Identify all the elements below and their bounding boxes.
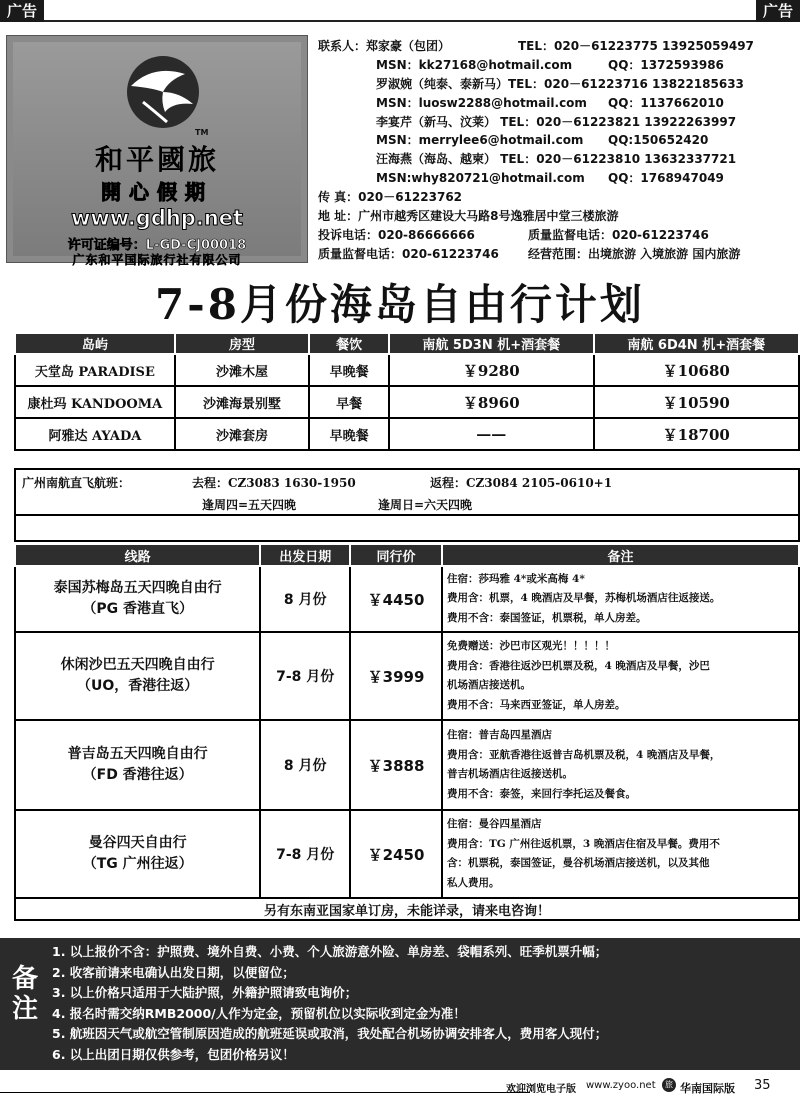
contact-row bbox=[318, 37, 796, 56]
meals: 早餐 bbox=[309, 386, 389, 418]
room-type: 沙滩套房 bbox=[175, 418, 310, 450]
contact-row bbox=[318, 75, 796, 94]
contact-row bbox=[318, 94, 796, 113]
contact-row bbox=[318, 56, 796, 75]
list-item: 1. 以上报价不含：护照费、境外自费、小费、个人旅游意外险、单房差、袋帽系列、旺季机票升幅； bbox=[52, 944, 608, 959]
departure-date: 8 月份 bbox=[260, 566, 350, 632]
island-name: 阿雅达 AYADA bbox=[15, 418, 175, 450]
logo-slogan: 開心假期 bbox=[101, 180, 213, 204]
fax-row bbox=[318, 188, 796, 207]
publication-name: 华南国际版 bbox=[680, 1082, 735, 1095]
quality-phone: 质量监督电话：020-61223746 bbox=[318, 246, 499, 261]
ad-label-left: 广告 bbox=[0, 0, 44, 22]
table-header-row bbox=[15, 544, 799, 566]
island-name: 天堂岛 PARADISE bbox=[15, 354, 175, 386]
island-table bbox=[14, 332, 800, 451]
list-item: 2. 收客前请来电确认出发日期，以便留位； bbox=[52, 964, 295, 980]
room-type: 沙滩木屋 bbox=[175, 354, 310, 386]
contact-name: 李宴芹（新马、汶莱） TEL：020－61223821 13922263997 bbox=[376, 114, 737, 129]
notes-cell bbox=[442, 810, 799, 898]
price-5d3n: ￥8960 bbox=[389, 386, 593, 418]
col-header: 线路 bbox=[15, 544, 260, 566]
contact-block bbox=[318, 37, 796, 264]
trademark-mark: TM bbox=[195, 128, 209, 137]
address: 地 址：广州市越秀区建设大马路8号逸雅居中堂三楼旅游 bbox=[318, 209, 619, 224]
tour-table bbox=[14, 543, 800, 921]
contact-row bbox=[318, 131, 796, 150]
trade-price: ￥3888 bbox=[350, 720, 442, 810]
price-5d3n: ￥9280 bbox=[389, 354, 593, 386]
price-6d4n: ￥10680 bbox=[594, 354, 800, 386]
spacer-row bbox=[14, 516, 800, 542]
route-cell bbox=[15, 566, 260, 632]
complaint-phone: 投诉电话：020-86666666 bbox=[318, 227, 475, 242]
price-6d4n: ￥10590 bbox=[594, 386, 800, 418]
outbound-days: 逢周四=五天四晚 bbox=[202, 498, 297, 512]
island-name: 康杜玛 KANDOOMA bbox=[15, 386, 175, 418]
note-line: 费用含：香港往返沙巴机票及税，4 晚酒店及早餐，沙巴 bbox=[446, 659, 710, 672]
contact-name: 郑家豪（包团） bbox=[366, 39, 451, 53]
contact-msn: MSN：kk27168@hotmail.com bbox=[376, 57, 573, 72]
footer-rule bbox=[0, 1092, 530, 1093]
trade-price: ￥4450 bbox=[350, 566, 442, 632]
note-line: 费用含：TG 广州往返机票，3 晚酒店住宿及早餐。费用不 bbox=[446, 837, 720, 850]
list-item: 6. 以上出团日期仅供参考，包团价格另议！ bbox=[52, 1046, 295, 1062]
notes-cell bbox=[442, 566, 799, 632]
departure-date: 7-8 月份 bbox=[260, 810, 350, 898]
route-cell bbox=[15, 720, 260, 810]
contact-phone: TEL：020－61223775 13925059497 bbox=[518, 39, 754, 53]
note-line: 住宿：莎玛雅 4*或米高梅 4* bbox=[446, 572, 585, 585]
note-line: 含：机票税，泰国签证，曼谷机场酒店接送机，以及其他 bbox=[446, 857, 710, 869]
table-row bbox=[15, 632, 799, 720]
table-row bbox=[15, 354, 799, 386]
outbound-flight: 去程：CZ3083 1630-1950 bbox=[192, 476, 356, 490]
notes-cell bbox=[442, 720, 799, 810]
quality-phone: 质量监督电话：020-61223746 bbox=[528, 227, 709, 242]
business-scope: 经营范围：出境旅游 入境旅游 国内旅游 bbox=[528, 246, 741, 261]
meals: 早晚餐 bbox=[309, 418, 389, 450]
logo-panel bbox=[6, 35, 308, 276]
logo-website[interactable]: www.gdhp.net bbox=[70, 206, 244, 230]
note-line: 住宿：普吉岛四星酒店 bbox=[446, 729, 552, 741]
logo-brand-name: 和平國旅 bbox=[94, 143, 219, 176]
contact-msn: MSN：merrylee6@hotmail.com bbox=[376, 133, 584, 148]
route-name: 泰国苏梅岛五天四晚自由行 bbox=[53, 580, 222, 596]
company-name-en: GUANGDONG PEACE INTERNATIONAL TOURISM CO.,LTD bbox=[52, 267, 262, 276]
table-header-row bbox=[15, 333, 799, 354]
trade-price: ￥3999 bbox=[350, 632, 442, 720]
route-cell bbox=[15, 810, 260, 898]
page-footer bbox=[0, 1074, 800, 1100]
note-line: 费用不含：泰国签证，机票税，单人房差。 bbox=[446, 611, 647, 624]
return-flight: 返程：CZ3084 2105-0610+1 bbox=[430, 476, 613, 490]
col-header: 餐饮 bbox=[309, 333, 389, 354]
address-row bbox=[318, 207, 796, 226]
contact-qq: QQ：1768947049 bbox=[608, 171, 724, 186]
table-row bbox=[15, 418, 799, 450]
table-row bbox=[15, 720, 799, 810]
contact-row bbox=[318, 150, 796, 169]
footer-text: 欢迎浏览电子版 bbox=[506, 1084, 576, 1095]
note-line: 费用含：机票，4 晚酒店及早餐，苏梅机场酒店往返接送。 bbox=[446, 592, 721, 605]
col-header: 同行价 bbox=[350, 544, 442, 566]
note-line: 费用含：亚航香港往返普吉岛机票及税，4 晚酒店及早餐， bbox=[446, 748, 721, 761]
list-item: 4. 报名时需交纳RMB2000/人作为定金，预留机位以实际收到定金为准！ bbox=[52, 1005, 466, 1021]
footer-url[interactable]: www.zyoo.net bbox=[586, 1080, 656, 1091]
flight-info bbox=[14, 468, 800, 516]
notes-cell bbox=[442, 632, 799, 720]
table-row bbox=[15, 566, 799, 632]
table-row bbox=[15, 810, 799, 898]
contact-qq: QQ：1137662010 bbox=[608, 95, 724, 110]
col-header: 备注 bbox=[442, 544, 799, 566]
route-name: 休闲沙巴五天四晚自由行 bbox=[60, 657, 215, 673]
note-line: 费用不含：马来西亚签证，单人房差。 bbox=[446, 698, 626, 711]
contact-row bbox=[318, 169, 796, 188]
notes-list bbox=[52, 942, 607, 1065]
note-line: 费用不含：泰签，来回行李托运及餐食。 bbox=[446, 787, 636, 800]
col-header: 南航 5D3N 机+酒套餐 bbox=[389, 333, 593, 354]
ad-label-right: 广告 bbox=[756, 0, 800, 22]
route-airline: （UO，香港往返） bbox=[77, 678, 199, 694]
notes-title: 备注 bbox=[12, 964, 39, 1024]
route-airline: （FD 香港往返） bbox=[82, 767, 193, 783]
departure-date: 8 月份 bbox=[260, 720, 350, 810]
col-header: 出发日期 bbox=[260, 544, 350, 566]
note-line: 私人费用。 bbox=[446, 876, 500, 889]
room-type: 沙滩海景别墅 bbox=[175, 386, 310, 418]
note-line: 机场酒店接送机。 bbox=[446, 679, 531, 691]
contact-name: 罗淑婉（纯泰、泰新马）TEL：020－61223716 13822185633 bbox=[376, 76, 744, 91]
col-header: 南航 6D4N 机+酒套餐 bbox=[594, 333, 800, 354]
route-airline: （TG 广州往返） bbox=[82, 856, 193, 872]
table-row bbox=[15, 386, 799, 418]
list-item: 3. 以上价格只适用于大陆护照，外籍护照请致电询价； bbox=[52, 985, 358, 1000]
page-number: 35 bbox=[754, 1078, 771, 1093]
route-name: 普吉岛五天四晚自由行 bbox=[67, 746, 208, 762]
contact-qq: QQ:150652420 bbox=[608, 133, 709, 148]
inquiry-note: 另有东南亚国家单订房，未能详录，请来电咨询！ bbox=[15, 898, 799, 920]
emblem-icon: 旅 bbox=[662, 1078, 676, 1092]
contact-qq: QQ：1372593986 bbox=[608, 57, 724, 72]
note-line: 免费赠送：沙巴市区观光！！！！！ bbox=[446, 640, 615, 652]
company-name-cn: 广东和平国际旅行社有限公司 bbox=[72, 253, 242, 267]
list-item: 5. 航班因天气或航空管制原因造成的航班延误或取消，我处配合机场协调安排客人，费用客人现付； bbox=[52, 1026, 608, 1041]
contact-name: 汪海燕（海岛、越柬） TEL：020－61223810 13632337721 bbox=[376, 152, 737, 167]
contact-row bbox=[318, 113, 796, 132]
route-name: 曼谷四天自由行 bbox=[88, 835, 187, 851]
return-days: 逢周日=六天四晚 bbox=[378, 498, 473, 512]
complaint-row bbox=[318, 226, 796, 245]
price-6d4n: ￥18700 bbox=[594, 418, 800, 450]
quality-row bbox=[318, 245, 796, 264]
contact-msn: MSN：luosw2288@hotmail.com bbox=[376, 95, 587, 110]
route-airline: （PG 香港直飞） bbox=[82, 601, 193, 617]
page-title: 7-8月份海岛自由行计划 bbox=[155, 280, 645, 329]
top-rule bbox=[44, 20, 756, 22]
contact-msn: MSN:why820721@hotmail.com bbox=[376, 171, 585, 186]
note-line: 住宿：曼谷四星酒店 bbox=[446, 818, 542, 830]
fax: 传 真：020－61223762 bbox=[318, 190, 463, 205]
trade-price: ￥2450 bbox=[350, 810, 442, 898]
note-line: 普吉机场酒店往返接送机。 bbox=[446, 768, 573, 780]
route-cell bbox=[15, 632, 260, 720]
departure-date: 7-8 月份 bbox=[260, 632, 350, 720]
logo-background bbox=[13, 42, 301, 276]
globe-dove-icon bbox=[123, 52, 203, 132]
notes-box bbox=[0, 938, 800, 1070]
col-header: 房型 bbox=[175, 333, 310, 354]
flight-label: 广州南航直飞航班： bbox=[22, 476, 131, 490]
contact-label: 联系人： bbox=[318, 39, 367, 53]
price-5d3n: —— bbox=[389, 418, 593, 450]
table-footer-row bbox=[15, 898, 799, 920]
meals: 早晚餐 bbox=[309, 354, 389, 386]
col-header: 岛屿 bbox=[15, 333, 175, 354]
license-number: 许可证编号：L-GD-CJ00018 bbox=[67, 238, 247, 253]
